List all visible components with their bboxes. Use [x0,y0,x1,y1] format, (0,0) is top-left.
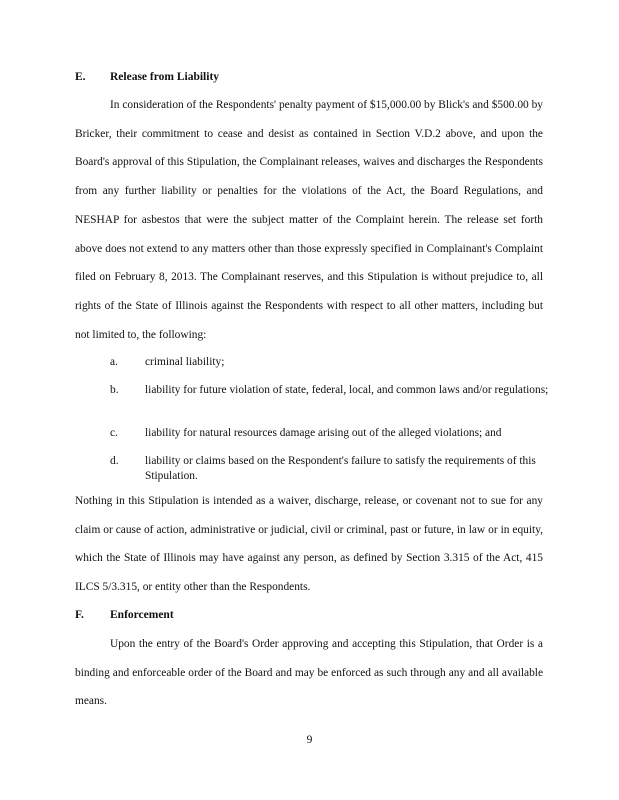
list-item-text: liability for future violation of state, federal, local, and common laws and/or regulations; [145,384,549,396]
list-item-text: liability or claims based on the Respondent's failure to satisfy the requirements of this Stipulation. [145,455,536,482]
list-item [110,355,550,370]
list-item-text: liability for natural resources damage arising out of the alleged violations; and [145,427,502,439]
list-item [110,383,550,398]
section-e-title: Release from Liability [110,71,220,83]
section-e-letter: E. [75,71,86,83]
list-item [110,426,550,441]
list-item-label: a. [110,356,118,368]
list-item [110,454,550,483]
page-number: 9 [306,734,313,746]
section-e-heading [75,71,219,83]
section-e-paragraph: In consideration of the Respondents' penalty payment of $15,000.00 by Blick's and $500.00 by Bricker, their commitment to cease and desist as contained in Section V.D.2 above, and upon the Board's approval of this Stipulation, the Complainant releases, waives and discharges the Respondents from any further liability or penalties for the violations of the Act, the Board Regulations, and NESHAP for asbestos that were the subject matter of the Complaint herein. The release set forth above does not extend to any matters other than those expressly specified in Complainant's Complaint filed on February 8, 2013. The Complainant reserves, and this Stipulation is without prejudice to, all rights of the State of Illinois against the Respondents with respect to all other matters, including but not limited to, the following: [75,99,543,341]
list-item-text: criminal liability; [145,356,225,368]
section-e-closing-paragraph: Nothing in this Stipulation is intended as a waiver, discharge, release, or covenant not to sue for any claim or cause of action, administrative or judicial, civil or criminal, past or future, in law or in equity, which the State of Illinois may have against any person, as defined by Section 3.315 of the Act, 415 ILCS 5/3.315, or entity other than the Respondents. [75,495,543,594]
section-f-heading [75,609,174,621]
list-item-label: c. [110,427,118,439]
section-f-letter: F. [75,609,84,621]
section-f-title: Enforcement [110,609,174,621]
list-item-label: b. [110,384,119,396]
list-item-label: d. [110,455,119,467]
section-f-paragraph: Upon the entry of the Board's Order approving and accepting this Stipulation, that Order is a binding and enforceable order of the Board and may be enforced as such through any and all available means. [75,638,543,708]
